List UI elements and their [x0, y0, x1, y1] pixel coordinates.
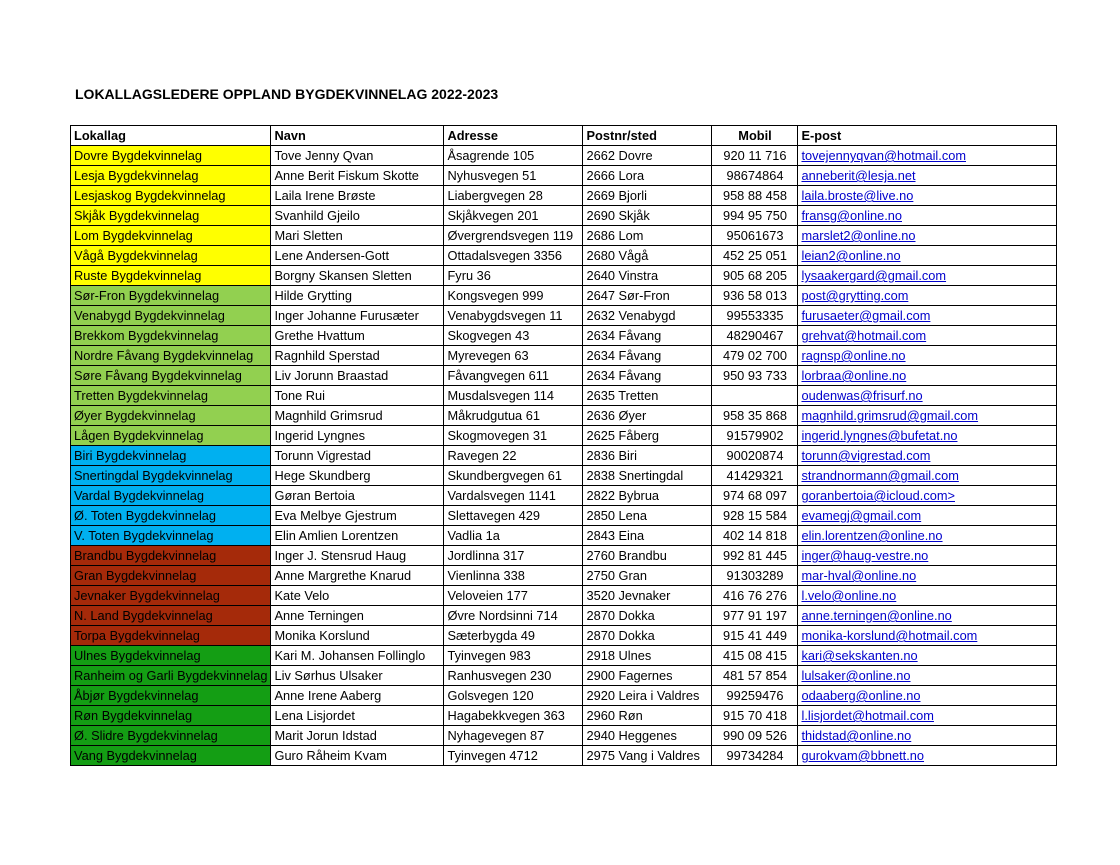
- cell-navn: Grethe Hvattum: [271, 326, 444, 346]
- cell-postnr-sted: 2870 Dokka: [583, 626, 712, 646]
- cell-lokallag: Venabygd Bygdekvinnelag: [71, 306, 271, 326]
- cell-postnr-sted: 2975 Vang i Valdres: [583, 746, 712, 766]
- cell-adresse: Golsvegen 120: [444, 686, 583, 706]
- cell-postnr-sted: 2850 Lena: [583, 506, 712, 526]
- cell-adresse: Skogvegen 43: [444, 326, 583, 346]
- cell-postnr-sted: 2625 Fåberg: [583, 426, 712, 446]
- table-row: [71, 666, 1057, 686]
- cell-adresse: Åsagrende 105: [444, 146, 583, 166]
- cell-postnr-sted: 2940 Heggenes: [583, 726, 712, 746]
- cell-epost-link[interactable]: ragnsp@online.no: [798, 346, 1057, 366]
- cell-postnr-sted: 2920 Leira i Valdres: [583, 686, 712, 706]
- header-epost: E-post: [798, 126, 1057, 146]
- cell-adresse: Tyinvegen 983: [444, 646, 583, 666]
- cell-mobil: 974 68 097: [712, 486, 798, 506]
- cell-adresse: Slettavegen 429: [444, 506, 583, 526]
- cell-lokallag: Skjåk Bygdekvinnelag: [71, 206, 271, 226]
- cell-mobil: 98674864: [712, 166, 798, 186]
- cell-postnr-sted: 2634 Fåvang: [583, 366, 712, 386]
- cell-lokallag: Jevnaker Bygdekvinnelag: [71, 586, 271, 606]
- cell-adresse: Hagabekkvegen 363: [444, 706, 583, 726]
- cell-epost-link[interactable]: mar-hval@online.no: [798, 566, 1057, 586]
- cell-epost-link[interactable]: leian2@online.no: [798, 246, 1057, 266]
- cell-postnr-sted: 2666 Lora: [583, 166, 712, 186]
- table-row: [71, 366, 1057, 386]
- table-row: [71, 526, 1057, 546]
- cell-adresse: Måkrudgutua 61: [444, 406, 583, 426]
- cell-navn: Hege Skundberg: [271, 466, 444, 486]
- cell-mobil: 958 88 458: [712, 186, 798, 206]
- cell-epost-link[interactable]: magnhild.grimsrud@gmail.com: [798, 406, 1057, 426]
- cell-mobil: 99553335: [712, 306, 798, 326]
- cell-epost-link[interactable]: monika-korslund@hotmail.com: [798, 626, 1057, 646]
- cell-navn: Anne Terningen: [271, 606, 444, 626]
- cell-epost-link[interactable]: tovejennyqvan@hotmail.com: [798, 146, 1057, 166]
- cell-mobil: 481 57 854: [712, 666, 798, 686]
- cell-postnr-sted: 3520 Jevnaker: [583, 586, 712, 606]
- header-postnr-sted: Postnr/sted: [583, 126, 712, 146]
- cell-postnr-sted: 2843 Eina: [583, 526, 712, 546]
- cell-navn: Guro Råheim Kvam: [271, 746, 444, 766]
- cell-navn: Kate Velo: [271, 586, 444, 606]
- cell-epost-link[interactable]: inger@haug-vestre.no: [798, 546, 1057, 566]
- cell-lokallag: Vardal Bygdekvinnelag: [71, 486, 271, 506]
- cell-mobil: 990 09 526: [712, 726, 798, 746]
- cell-adresse: Sæterbygda 49: [444, 626, 583, 646]
- cell-mobil: 977 91 197: [712, 606, 798, 626]
- cell-lokallag: Åbjør Bygdekvinnelag: [71, 686, 271, 706]
- cell-adresse: Ranhusvegen 230: [444, 666, 583, 686]
- cell-mobil: 415 08 415: [712, 646, 798, 666]
- table-row: [71, 166, 1057, 186]
- header-navn: Navn: [271, 126, 444, 146]
- cell-lokallag: Ruste Bygdekvinnelag: [71, 266, 271, 286]
- cell-lokallag: N. Land Bygdekvinnelag: [71, 606, 271, 626]
- cell-navn: Tove Jenny Qvan: [271, 146, 444, 166]
- cell-lokallag: Sør-Fron Bygdekvinnelag: [71, 286, 271, 306]
- cell-navn: Kari M. Johansen Follinglo: [271, 646, 444, 666]
- cell-epost-link[interactable]: oudenwas@frisurf.no: [798, 386, 1057, 406]
- cell-mobil: 402 14 818: [712, 526, 798, 546]
- cell-epost-link[interactable]: anneberit@lesja.net: [798, 166, 1057, 186]
- cell-lokallag: Tretten Bygdekvinnelag: [71, 386, 271, 406]
- cell-adresse: Tyinvegen 4712: [444, 746, 583, 766]
- table-row: [71, 546, 1057, 566]
- cell-postnr-sted: 2760 Brandbu: [583, 546, 712, 566]
- cell-adresse: Vadlia 1a: [444, 526, 583, 546]
- cell-adresse: Jordlinna 317: [444, 546, 583, 566]
- cell-lokallag: Røn Bygdekvinnelag: [71, 706, 271, 726]
- table-row: [71, 566, 1057, 586]
- cell-navn: Ragnhild Sperstad: [271, 346, 444, 366]
- cell-mobil: 48290467: [712, 326, 798, 346]
- cell-lokallag: Gran Bygdekvinnelag: [71, 566, 271, 586]
- cell-mobil: 99734284: [712, 746, 798, 766]
- cell-postnr-sted: 2686 Lom: [583, 226, 712, 246]
- cell-postnr-sted: 2647 Sør-Fron: [583, 286, 712, 306]
- cell-mobil: 95061673: [712, 226, 798, 246]
- cell-lokallag: Søre Fåvang Bygdekvinnelag: [71, 366, 271, 386]
- cell-adresse: Øvre Nordsinni 714: [444, 606, 583, 626]
- table-row: [71, 646, 1057, 666]
- table-row: [71, 386, 1057, 406]
- table-row: [71, 466, 1057, 486]
- cell-adresse: Myrevegen 63: [444, 346, 583, 366]
- cell-navn: Tone Rui: [271, 386, 444, 406]
- cell-adresse: Ottadalsvegen 3356: [444, 246, 583, 266]
- table-row: [71, 606, 1057, 626]
- table-row: [71, 306, 1057, 326]
- cell-postnr-sted: 2838 Snertingdal: [583, 466, 712, 486]
- cell-mobil: 41429321: [712, 466, 798, 486]
- cell-lokallag: Torpa Bygdekvinnelag: [71, 626, 271, 646]
- cell-postnr-sted: 2690 Skjåk: [583, 206, 712, 226]
- cell-mobil: [712, 386, 798, 406]
- cell-adresse: Skundbergvegen 61: [444, 466, 583, 486]
- cell-navn: Borgny Skansen Sletten: [271, 266, 444, 286]
- cell-mobil: 91579902: [712, 426, 798, 446]
- header-mobil: Mobil: [712, 126, 798, 146]
- cell-postnr-sted: 2900 Fagernes: [583, 666, 712, 686]
- table-row: [71, 426, 1057, 446]
- cell-mobil: 936 58 013: [712, 286, 798, 306]
- table-row: [71, 146, 1057, 166]
- cell-postnr-sted: 2640 Vinstra: [583, 266, 712, 286]
- cell-epost-link[interactable]: strandnormann@gmail.com: [798, 466, 1057, 486]
- cell-epost-link[interactable]: l.lisjordet@hotmail.com: [798, 706, 1057, 726]
- table-header-row: [71, 126, 1057, 146]
- table-row: [71, 266, 1057, 286]
- cell-epost-link[interactable]: fransg@online.no: [798, 206, 1057, 226]
- cell-mobil: 915 41 449: [712, 626, 798, 646]
- cell-epost-link[interactable]: thidstad@online.no: [798, 726, 1057, 746]
- cell-epost-link[interactable]: anne.terningen@online.no: [798, 606, 1057, 626]
- cell-epost-link[interactable]: torunn@vigrestad.com: [798, 446, 1057, 466]
- cell-lokallag: Ulnes Bygdekvinnelag: [71, 646, 271, 666]
- cell-mobil: 950 93 733: [712, 366, 798, 386]
- cell-adresse: Liabergvegen 28: [444, 186, 583, 206]
- cell-navn: Laila Irene Brøste: [271, 186, 444, 206]
- cell-epost-link[interactable]: ingerid.lyngnes@bufetat.no: [798, 426, 1057, 446]
- cell-epost-link[interactable]: grehvat@hotmail.com: [798, 326, 1057, 346]
- cell-epost-link[interactable]: gurokvam@bbnett.no: [798, 746, 1057, 766]
- cell-mobil: 928 15 584: [712, 506, 798, 526]
- cell-postnr-sted: 2635 Tretten: [583, 386, 712, 406]
- cell-mobil: 452 25 051: [712, 246, 798, 266]
- cell-lokallag: Brekkom Bygdekvinnelag: [71, 326, 271, 346]
- table-row: [71, 286, 1057, 306]
- cell-postnr-sted: 2636 Øyer: [583, 406, 712, 426]
- cell-mobil: 479 02 700: [712, 346, 798, 366]
- cell-adresse: Ravegen 22: [444, 446, 583, 466]
- cell-adresse: Fåvangvegen 611: [444, 366, 583, 386]
- cell-lokallag: Ø. Slidre Bygdekvinnelag: [71, 726, 271, 746]
- cell-epost-link[interactable]: lorbraa@online.no: [798, 366, 1057, 386]
- cell-lokallag: Ranheim og Garli Bygdekvinnelag: [71, 666, 271, 686]
- cell-lokallag: Vang Bygdekvinnelag: [71, 746, 271, 766]
- table-row: [71, 586, 1057, 606]
- cell-epost-link[interactable]: odaaberg@online.no: [798, 686, 1057, 706]
- cell-mobil: 905 68 205: [712, 266, 798, 286]
- cell-navn: Magnhild Grimsrud: [271, 406, 444, 426]
- cell-mobil: 958 35 868: [712, 406, 798, 426]
- contacts-table: [70, 125, 1057, 766]
- cell-postnr-sted: 2836 Biri: [583, 446, 712, 466]
- cell-adresse: Øvergrendsvegen 119: [444, 226, 583, 246]
- cell-epost-link[interactable]: goranbertoia@icloud.com>: [798, 486, 1057, 506]
- cell-adresse: Nyhusvegen 51: [444, 166, 583, 186]
- cell-adresse: Veloveien 177: [444, 586, 583, 606]
- cell-epost-link[interactable]: post@grytting.com: [798, 286, 1057, 306]
- table-row: [71, 506, 1057, 526]
- cell-navn: Marit Jorun Idstad: [271, 726, 444, 746]
- cell-postnr-sted: 2634 Fåvang: [583, 346, 712, 366]
- cell-navn: Eva Melbye Gjestrum: [271, 506, 444, 526]
- cell-lokallag: Dovre Bygdekvinnelag: [71, 146, 271, 166]
- table-row: [71, 226, 1057, 246]
- table-row: [71, 406, 1057, 426]
- cell-postnr-sted: 2960 Røn: [583, 706, 712, 726]
- cell-adresse: Skogmovegen 31: [444, 426, 583, 446]
- cell-epost-link[interactable]: evamegj@gmail.com: [798, 506, 1057, 526]
- header-lokallag: Lokallag: [71, 126, 271, 146]
- table-row: [71, 706, 1057, 726]
- cell-adresse: Fyru 36: [444, 266, 583, 286]
- cell-lokallag: Ø. Toten Bygdekvinnelag: [71, 506, 271, 526]
- table-row: [71, 726, 1057, 746]
- cell-lokallag: Nordre Fåvang Bygdekvinnelag: [71, 346, 271, 366]
- table-row: [71, 326, 1057, 346]
- cell-postnr-sted: 2662 Dovre: [583, 146, 712, 166]
- cell-postnr-sted: 2822 Bybrua: [583, 486, 712, 506]
- cell-mobil: 994 95 750: [712, 206, 798, 226]
- cell-postnr-sted: 2669 Bjorli: [583, 186, 712, 206]
- table-row: [71, 446, 1057, 466]
- cell-lokallag: Øyer Bygdekvinnelag: [71, 406, 271, 426]
- cell-navn: Anne Margrethe Knarud: [271, 566, 444, 586]
- cell-navn: Lene Andersen-Gott: [271, 246, 444, 266]
- cell-epost-link[interactable]: marslet2@online.no: [798, 226, 1057, 246]
- table-row: [71, 186, 1057, 206]
- cell-mobil: 416 76 276: [712, 586, 798, 606]
- cell-postnr-sted: 2918 Ulnes: [583, 646, 712, 666]
- cell-epost-link[interactable]: furusaeter@gmail.com: [798, 306, 1057, 326]
- cell-mobil: 915 70 418: [712, 706, 798, 726]
- cell-navn: Inger J. Stensrud Haug: [271, 546, 444, 566]
- cell-mobil: 91303289: [712, 566, 798, 586]
- cell-postnr-sted: 2634 Fåvang: [583, 326, 712, 346]
- table-row: [71, 626, 1057, 646]
- cell-navn: Elin Amlien Lorentzen: [271, 526, 444, 546]
- cell-lokallag: Brandbu Bygdekvinnelag: [71, 546, 271, 566]
- cell-adresse: Musdalsvegen 114: [444, 386, 583, 406]
- cell-epost-link[interactable]: elin.lorentzen@online.no: [798, 526, 1057, 546]
- cell-lokallag: Lågen Bygdekvinnelag: [71, 426, 271, 446]
- cell-lokallag: Lesjaskog Bygdekvinnelag: [71, 186, 271, 206]
- cell-navn: Torunn Vigrestad: [271, 446, 444, 466]
- cell-postnr-sted: 2632 Venabygd: [583, 306, 712, 326]
- cell-adresse: Vienlinna 338: [444, 566, 583, 586]
- cell-mobil: 992 81 445: [712, 546, 798, 566]
- table-body: [71, 146, 1057, 766]
- cell-lokallag: Vågå Bygdekvinnelag: [71, 246, 271, 266]
- table-row: [71, 206, 1057, 226]
- cell-lokallag: Biri Bygdekvinnelag: [71, 446, 271, 466]
- page-title: LOKALLAGSLEDERE OPPLAND BYGDEKVINNELAG 2022-2023: [75, 86, 499, 102]
- cell-postnr-sted: 2680 Vågå: [583, 246, 712, 266]
- cell-navn: Anne Irene Aaberg: [271, 686, 444, 706]
- cell-navn: Svanhild Gjeilo: [271, 206, 444, 226]
- cell-epost-link[interactable]: l.velo@online.no: [798, 586, 1057, 606]
- cell-navn: Monika Korslund: [271, 626, 444, 646]
- table-row: [71, 746, 1057, 766]
- table-row: [71, 246, 1057, 266]
- cell-lokallag: Lom Bygdekvinnelag: [71, 226, 271, 246]
- cell-adresse: Nyhagevegen 87: [444, 726, 583, 746]
- table-row: [71, 346, 1057, 366]
- cell-lokallag: Lesja Bygdekvinnelag: [71, 166, 271, 186]
- cell-epost-link[interactable]: lysaakergard@gmail.com: [798, 266, 1057, 286]
- cell-mobil: 99259476: [712, 686, 798, 706]
- cell-epost-link[interactable]: laila.broste@live.no: [798, 186, 1057, 206]
- cell-epost-link[interactable]: kari@sekskanten.no: [798, 646, 1057, 666]
- cell-navn: Hilde Grytting: [271, 286, 444, 306]
- cell-mobil: 920 11 716: [712, 146, 798, 166]
- cell-adresse: Venabygdsvegen 11: [444, 306, 583, 326]
- cell-navn: Liv Jorunn Braastad: [271, 366, 444, 386]
- cell-navn: Lena Lisjordet: [271, 706, 444, 726]
- cell-adresse: Kongsvegen 999: [444, 286, 583, 306]
- cell-adresse: Skjåkvegen 201: [444, 206, 583, 226]
- header-adresse: Adresse: [444, 126, 583, 146]
- cell-navn: Mari Sletten: [271, 226, 444, 246]
- table-row: [71, 486, 1057, 506]
- cell-navn: Anne Berit Fiskum Skotte: [271, 166, 444, 186]
- cell-navn: Liv Sørhus Ulsaker: [271, 666, 444, 686]
- cell-navn: Inger Johanne Furusæter: [271, 306, 444, 326]
- cell-adresse: Vardalsvegen 1141: [444, 486, 583, 506]
- table-row: [71, 686, 1057, 706]
- cell-postnr-sted: 2870 Dokka: [583, 606, 712, 626]
- cell-lokallag: Snertingdal Bygdekvinnelag: [71, 466, 271, 486]
- cell-navn: Gøran Bertoia: [271, 486, 444, 506]
- cell-postnr-sted: 2750 Gran: [583, 566, 712, 586]
- cell-lokallag: V. Toten Bygdekvinnelag: [71, 526, 271, 546]
- cell-epost-link[interactable]: lulsaker@online.no: [798, 666, 1057, 686]
- cell-navn: Ingerid Lyngnes: [271, 426, 444, 446]
- cell-mobil: 90020874: [712, 446, 798, 466]
